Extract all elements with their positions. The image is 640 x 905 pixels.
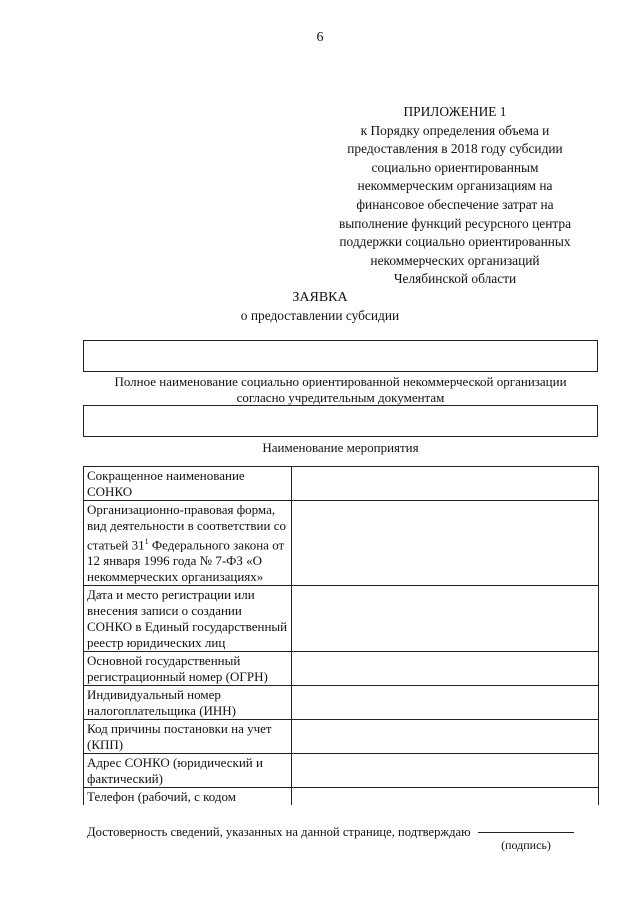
table-row	[84, 686, 599, 720]
confirmation-text: Достоверность сведений, указанных на данной странице, подтверждаю	[87, 825, 471, 839]
row-value-phone[interactable]	[292, 788, 599, 806]
org-name-caption-line: Полное наименование социально ориентированной некоммерческой организации	[114, 374, 567, 389]
row-label-phone: Телефон (рабочий, с кодом	[84, 788, 292, 806]
row-value-inn[interactable]	[292, 686, 599, 720]
appendix-line: выполнение функций ресурсного центра	[338, 215, 572, 231]
event-caption: Наименование мероприятия	[262, 440, 419, 455]
org-name-caption-line: согласно учредительным документам	[236, 390, 445, 405]
row-value-ogrn[interactable]	[292, 652, 599, 686]
appendix-block	[300, 103, 610, 289]
table-row	[84, 501, 599, 586]
appendix-line: социально ориентированным	[371, 159, 539, 175]
row-label-legal-form-text: Организационно-правовая форма, вид деятельности в соответствии со статьей 31	[87, 502, 286, 553]
org-name-field[interactable]	[83, 340, 598, 372]
form-subtitle: о предоставлении субсидии	[240, 308, 400, 323]
event-name-field[interactable]	[83, 405, 598, 437]
row-value-registration[interactable]	[292, 586, 599, 652]
signature-line[interactable]	[478, 832, 574, 833]
org-info-table	[83, 466, 599, 805]
row-label-inn: Индивидуальный номер налогоплательщика (ИНН)	[84, 686, 292, 720]
form-title: ЗАЯВКА	[292, 290, 348, 305]
page-number: 6	[316, 30, 324, 45]
row-value-short-name[interactable]	[292, 467, 599, 501]
row-label-legal-form	[84, 501, 292, 586]
appendix-line: к Порядку определения объема и	[360, 122, 550, 138]
row-label-registration: Дата и место регистрации или внесения записи о создании СОНКО в Единый государственный реестр юридических лиц	[84, 586, 292, 652]
table-row	[84, 720, 599, 754]
appendix-line: финансовое обеспечение затрат на	[356, 196, 554, 212]
appendix-line: предоставления в 2018 году субсидии	[347, 141, 563, 157]
table-row	[84, 788, 599, 806]
row-label-short-name: Сокращенное наименование СОНКО	[84, 467, 292, 501]
appendix-line: некоммерческих организаций	[370, 252, 540, 268]
appendix-line: некоммерческим организациям на	[357, 178, 553, 194]
signature-caption: (подпись)	[501, 838, 551, 852]
appendix-heading: ПРИЛОЖЕНИЕ 1	[403, 104, 507, 119]
table-row	[84, 754, 599, 788]
row-value-legal-form[interactable]	[292, 501, 599, 586]
row-label-legal-form-text-cont: Федерального закона от 12 января 1996 года № 7-ФЗ «О некоммерческих организациях»	[87, 537, 285, 585]
appendix-line: Челябинской области	[393, 271, 517, 287]
table-row	[84, 467, 599, 501]
row-label-kpp: Код причины постановки на учет (КПП)	[84, 720, 292, 754]
table-row	[84, 652, 599, 686]
org-name-caption	[83, 374, 598, 406]
footnote-superscript: 1	[144, 537, 149, 546]
row-label-ogrn: Основной государственный регистрационный номер (ОГРН)	[84, 652, 292, 686]
row-value-address[interactable]	[292, 754, 599, 788]
row-value-kpp[interactable]	[292, 720, 599, 754]
table-row	[84, 586, 599, 652]
row-label-address: Адрес СОНКО (юридический и фактический)	[84, 754, 292, 788]
appendix-line: поддержки социально ориентированных	[339, 234, 571, 250]
